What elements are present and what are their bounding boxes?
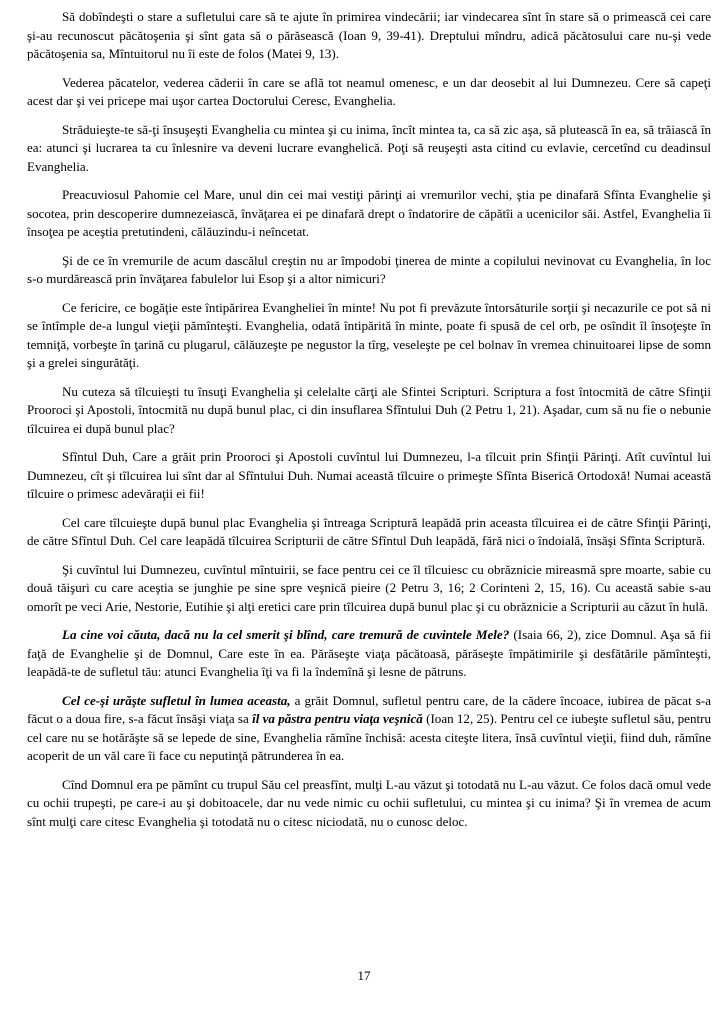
- text-run: Ce fericire, ce bogăţie este întipărirea Evangheliei în minte! Nu pot fi prevăzute întorsăturile sorţii şi necazurile ce pot să ni se întîmple de-a lungul vieţii pămînteşti. Evanghelia, odată întipărită în minte, poate fi spusă de cel orb, pe osîndit îl însoţeşte în temniţă, vorbeşte în ţarină cu plugarul, călăuzeşte pe negustor la tîrg, veseleşte pe cel bolnav în vremea chinuitoarei lipse de somn şi a grelei singurătăţi.: [27, 299, 711, 370]
- text-run: Nu cuteza să tîlcuieşti tu însuţi Evanghelia şi celelalte cărţi ale Sfintei Scripturi. Scriptura a fost întocmită de către Sfinţii Prooroci şi Apostoli, întocmită nu după bunul plac, ci din insuflarea Sfîntului Duh (2 Petru 1, 21). Aşadar, cum să nu fie o nebunie tîlcuirea ei după bunul plac?: [27, 383, 711, 436]
- paragraph: [27, 252, 711, 289]
- paragraph: [27, 561, 711, 617]
- paragraph: [27, 74, 711, 111]
- paragraph: [27, 514, 711, 551]
- paragraph: [27, 626, 711, 682]
- text-run: Cînd Domnul era pe pămînt cu trupul Său cel preasfînt, mulţi L-au văzut şi totodată nu L-au văzut. Ce folos dacă omul vede cu ochii trupeşti, pe care-i au şi dobitoacele, dar nu vede nimic cu ochii sufletului, cu mintea şi cu inima? Şi în vremea de acum sînt mulţi care citesc Evanghelia şi totodată nu o citesc niciodată, nu o cunosc deloc.: [27, 776, 711, 829]
- text-run: Cel care tîlcuieşte după bunul plac Evanghelia şi întreaga Scriptură leapădă prin aceasta tîlcuirea ei de către Sfinţii Părinţi, de către Sfîntul Duh. Cel care leapădă tîlcuirea Scripturii de către Sfîntul Duh leapădă, fără nici o îndoială, însăşi Sfînta Scriptură.: [27, 514, 711, 548]
- text-run: Să dobîndeşti o stare a sufletului care să te ajute în primirea vindecării; iar vindecarea sînt în stare să o primească cei care şi-au recunoscut păcătoşenia şi sînt gata să o părăsească (Ioan 9, 39-41). Dreptului mîndru, adică păcătosului care nu-şi vede păcătoşenia sa, Mîntuitorul nu îi este de folos (Matei 9, 13).: [27, 9, 711, 61]
- paragraph: [27, 692, 711, 766]
- text-run: Străduieşte-te să-ţi însuşeşti Evanghelia cu mintea şi cu inima, încît mintea ta, ca să zic aşa, să plutească în ea, să trăiască în ea: atunci şi lucrarea ta cu înlesnire va deveni lucrare evanghelică. Poţi să reuşeşti asta citind cu evlavie, cercetînd cu deadinsul Evanghelia.: [27, 121, 711, 174]
- paragraph: [27, 383, 711, 439]
- text-run: Preacuviosul Pahomie cel Mare, unul din cei mai vestiţi părinţi ai vremurilor vechi, ştia pe dinafară Sfînta Evanghelie şi socotea, prin descoperire dumnezeiască, învăţarea ei pe dinafară drept o îndatorire de căpătîi a ucenicilor săi. Astfel, Evanghelia îi însoţea pe aceştia pretutindeni, călăuzindu-i neîncetat.: [27, 187, 711, 239]
- paragraph: [27, 186, 711, 242]
- paragraph: [27, 299, 711, 373]
- paragraph: [27, 121, 711, 177]
- paragraph: [27, 8, 711, 64]
- paragraph: [27, 776, 711, 832]
- emphasized-quote: Cel ce-şi urăşte sufletul în lumea aceasta,: [62, 692, 291, 708]
- text-run: (Ioan 12, 25). Pentru cel ce iubeşte sufletul său, pentru cel care nu se hotărăşte să se lepede de sine, Evanghelia rămîne închisă: acesta citeşte litera, însă cuvîntul vieţii, fiind duh, rămîne acoperit de un văl care îi face cu neputinţă pătrunderea în ea.: [27, 711, 711, 763]
- body-text: [27, 8, 711, 831]
- text-run: Şi cuvîntul lui Dumnezeu, cuvîntul mîntuirii, se face pentru cei ce îl tîlcuiesc cu obrăznicie mireasmă spre moarte, sabie cu două tăişuri cu care aceştia se junghie pe sine spre veşnică pieire (2 Petru 3, 16; 2 Corinteni 2, 15, 16). Cu această sabie s-au omorît pe veci Arie, Nestorie, Eutihie şi alţi eretici care prin tîlcuirea după bunul plac şi cu obrăznicie a Scripturii au căzut în hulă.: [27, 561, 711, 614]
- paragraph: [27, 448, 711, 504]
- text-run: Vederea păcatelor, vederea căderii în care se află tot neamul omenesc, e un dar deosebit al lui Dumnezeu. Cere să capeţi acest dar şi vei pricepe mai uşor cartea Doctorului Ceresc, Evanghelia.: [27, 74, 711, 108]
- text-run: a grăit Domnul, sufletul pentru care, de la cădere încoace, iubirea de păcat s-a făcut o a doua fire, s-a făcut însăşi viaţa sa: [27, 692, 712, 726]
- text-run: Sfîntul Duh, Care a grăit prin Prooroci şi Apostoli cuvîntul lui Dumnezeu, l-a tîlcuit prin Sfinţii Părinţi. Atît cuvîntul lui Dumnezeu, cît şi tîlcuirea lui sînt dar al Sfîntului Duh. Numai această tîlcuire o primeşte Sfînta Biserică Ortodoxă! Numai această tîlcuire o primesc adevăraţii ei fii!: [27, 449, 711, 501]
- emphasized-quote: La cine voi căuta, dacă nu la cel smerit şi blînd, care tremură de cuvintele Mele?: [62, 627, 510, 642]
- page-number: 17: [357, 968, 371, 983]
- emphasized-quote: îl va păstra pentru viaţa veşnică: [252, 711, 423, 726]
- text-run: (Isaia 66, 2), zice Domnul. Aşa să fii faţă de Evanghelie şi de Domnul, Care este în ea. Părăseşte viaţa păcătoasă, părăseşte împătimirile şi desfătările pămînteşti, leapădă-te de sufletul tău: atunci Evanghelia îţi va fi la îndemînă şi lesne de pătruns.: [27, 627, 711, 679]
- text-run: Şi de ce în vremurile de acum dascălul creştin nu ar împodobi ţinerea de minte a copilului nevinovat cu Evanghelia, în loc s-o murdărească prin învăţarea fabulelor lui Esop şi a altor nimicuri?: [27, 252, 711, 286]
